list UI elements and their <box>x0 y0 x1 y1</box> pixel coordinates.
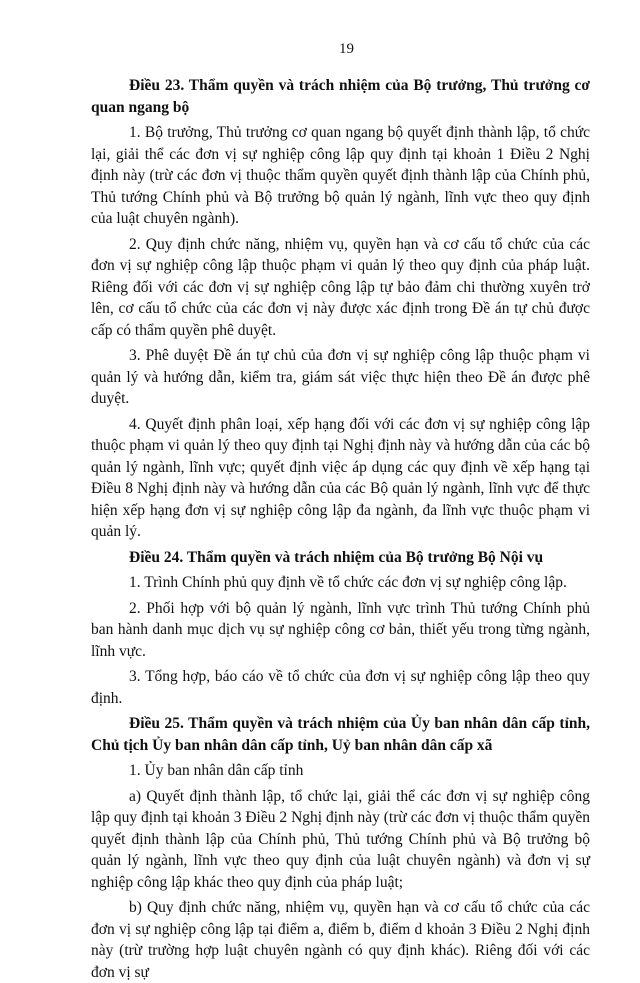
article-23 <box>91 75 590 543</box>
article-24 <box>91 547 590 710</box>
paragraph: a) Quyết định thành lập, tổ chức lại, giải thể các đơn vị sự nghiệp công lập quy định tại khoản 3 Điều 2 Nghị định này (trừ các đơn vị thuộc thẩm quyền quyết định thành lập của Chính phủ, Thủ tướng Chính phủ và Bộ trưởng bộ quản lý ngành, lĩnh vực theo quy định của luật chuyên ngành) và đơn vị sự nghiệp công lập khác theo quy định của pháp luật; <box>91 787 590 891</box>
article-25 <box>91 713 590 983</box>
paragraph: 2. Phối hợp với bộ quản lý ngành, lĩnh vực trình Thủ tướng Chính phủ ban hành danh mục dịch vụ sự nghiệp công cơ bản, thiết yếu trong từng ngành, lĩnh vực. <box>91 599 590 660</box>
paragraph: 2. Quy định chức năng, nhiệm vụ, quyền hạn và cơ cấu tổ chức của các đơn vị sự nghiệp công lập thuộc phạm vi quản lý theo quy định của pháp luật. Riêng đối với các đơn vị sự nghiệp công lập tự bảo đảm chi thường xuyên trở lên, cơ cấu tổ chức của các đơn vị này được xác định trong Đề án tự chủ được cấp có thẩm quyền phê duyệt. <box>91 235 590 339</box>
page-number: 19 <box>339 41 354 57</box>
article-heading: Điều 23. Thẩm quyền và trách nhiệm của Bộ trưởng, Thủ trưởng cơ quan ngang bộ <box>91 77 590 116</box>
paragraph: 4. Quyết định phân loại, xếp hạng đối với các đơn vị sự nghiệp công lập thuộc phạm vi quản lý theo quy định tại Nghị định này và hướng dẫn của các bộ quản lý ngành, lĩnh vực; quyết định việc áp dụng các quy định về xếp hạng tại Điều 8 Nghị định này và hướng dẫn của các Bộ quản lý ngành, lĩnh vực để thực hiện xếp hạng đơn vị sự nghiệp công lập đa ngành, đa lĩnh vực thuộc phạm vi quản lý. <box>91 415 590 540</box>
paragraph: 1. Ủy ban nhân dân cấp tỉnh <box>129 762 304 779</box>
article-heading: Điều 24. Thẩm quyền và trách nhiệm của Bộ trưởng Bộ Nội vụ <box>129 548 544 566</box>
paragraph: 3. Tổng hợp, báo cáo về tổ chức của đơn vị sự nghiệp công lập theo quy định. <box>91 668 590 707</box>
article-heading: Điều 25. Thẩm quyền và trách nhiệm của Ủy ban nhân dân cấp tỉnh, Chủ tịch Ủy ban nhân dân cấp tỉnh, Uỷ ban nhân dân cấp xã <box>91 715 590 754</box>
paragraph: b) Quy định chức năng, nhiệm vụ, quyền hạn và cơ cấu tổ chức của các đơn vị sự nghiệp công lập tại điểm a, điểm b, điểm d khoản 3 Điều 2 Nghị định này (trừ trường hợp luật chuyên ngành có quy định khác). Riêng đối với các đơn vị sự <box>91 899 590 981</box>
paragraph: 1. Bộ trưởng, Thủ trưởng cơ quan ngang bộ quyết định thành lập, tổ chức lại, giải thể các đơn vị sự nghiệp công lập quy định tại khoản 1 Điều 2 Nghị định này (trừ các đơn vị thuộc thẩm quyền quyết định thành lập của Chính phủ, Thủ tướng Chính phủ và Bộ trưởng bộ quản lý ngành, lĩnh vực theo quy định của luật chuyên ngành). <box>91 124 590 227</box>
paragraph: 1. Trình Chính phủ quy định về tổ chức các đơn vị sự nghiệp công lập. <box>129 574 567 591</box>
paragraph: 3. Phê duyệt Đề án tự chủ của đơn vị sự nghiệp công lập thuộc phạm vi quản lý và hướng dẫn, kiểm tra, giám sát việc thực hiện theo Đề án được phê duyệt. <box>91 347 590 407</box>
